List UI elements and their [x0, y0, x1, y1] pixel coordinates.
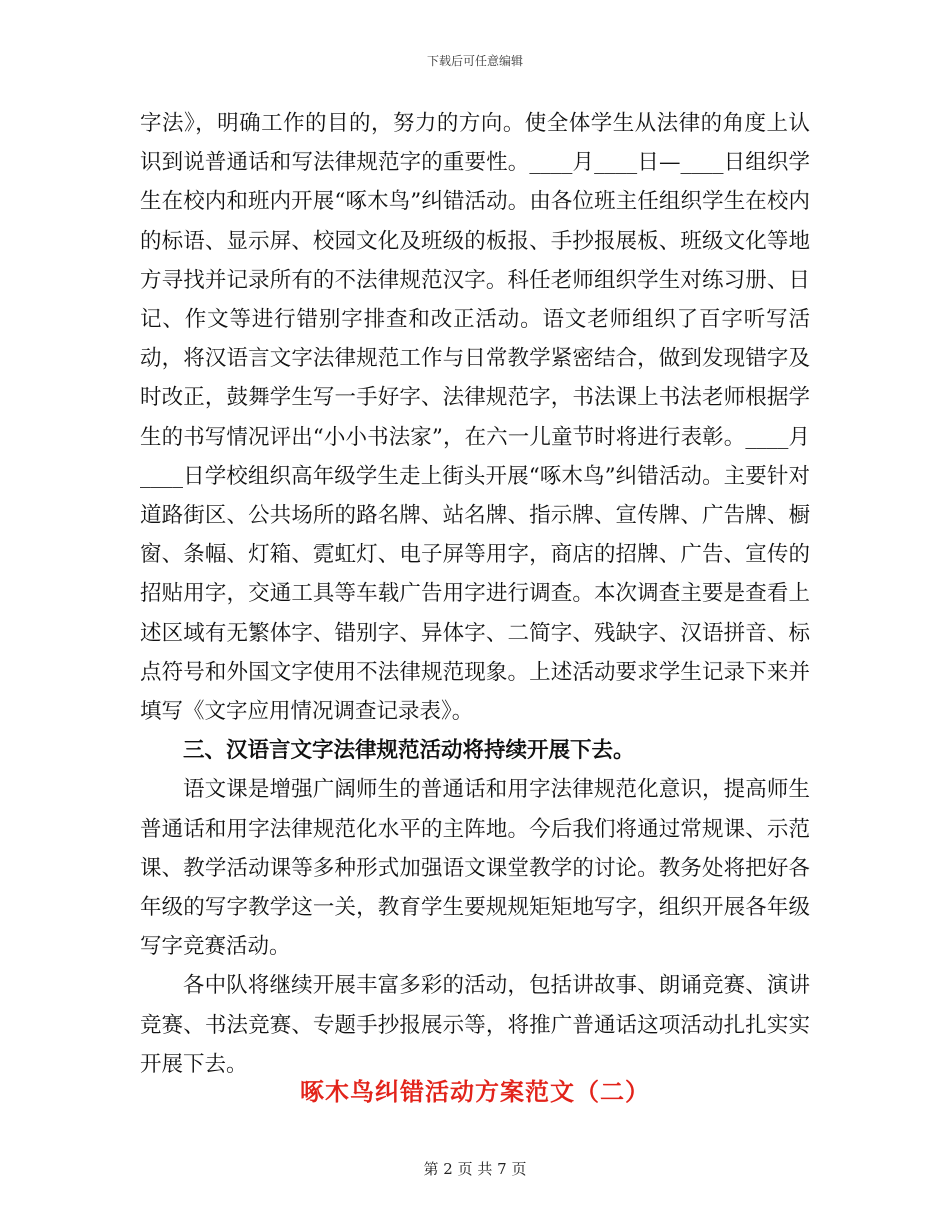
paragraph-continuation: 字法》，明确工作的目的，努力的方向。使全体学生从法律的角度上认识到说普通话和写法律规范字的重要性。____月____日—____日组织学生在校内和班内开展“啄木鸟”纠错活动。由各位班主任组织学生在校内的标语、显示屏、校园文化及班级的板报、手抄报展板、班级文化等地方寻找并记录所有的不法律规范汉字。科任老师组织学生对练习册、日记、作文等进行错别字排查和改正活动。语文老师组织了百字听写活动，将汉语言文字法律规范工作与日常教学紧密结合，做到发现错字及时改正，鼓舞学生写一手好字、法律规范字，书法课上书法老师根据学生的书写情况评出“小小书法家”，在六一儿童节时将进行表彰。____月____日学校组织高年级学生走上街头开展“啄木鸟”纠错活动。主要针对道路街区、公共场所的路名牌、站名牌、指示牌、宣传牌、广告牌、橱窗、条幅、灯箱、霓虹灯、电子屏等用字，商店的招牌、广告、宣传的招贴用字，交通工具等车载广告用字进行调查。本次调查主要是查看上述区域有无繁体字、错别字、异体字、二简字、残缺字、汉语拼音、标点符号和外国文字使用不法律规范现象。上述活动要求学生记录下来并填写《文字应用情况调查记录表》。 [140, 111, 810, 725]
page-header-note: 下载后可任意编辑 [426, 54, 523, 68]
section-heading-three: 三、汉语言文字法律规范活动将持续开展下去。 [183, 738, 635, 764]
paragraph-squad-activities: 各中队将继续开展丰富多彩的活动，包括讲故事、朗诵竞赛、演讲竞赛、书法竞赛、专题手抄报展示等，将推广普通话这项活动扎扎实实开展下去。 [140, 973, 810, 1077]
section-title: 啄木鸟纠错活动方案范文（二） [300, 1077, 650, 1106]
document-body [140, 104, 810, 1084]
paragraph-chinese-class: 语文课是增强广阔师生的普通话和用字法律规范化意识，提高师生普通话和用字法律规范化水平的主阵地。今后我们将通过常规课、示范课、教学活动课等多种形式加强语文课堂教学的讨论。教务处将把好各年级的写字教学这一关，教育学生要规规矩矩地写字，组织开展各年级写字竞赛活动。 [140, 777, 810, 960]
page-number: 第 2 页 共 7 页 [423, 1160, 527, 1178]
